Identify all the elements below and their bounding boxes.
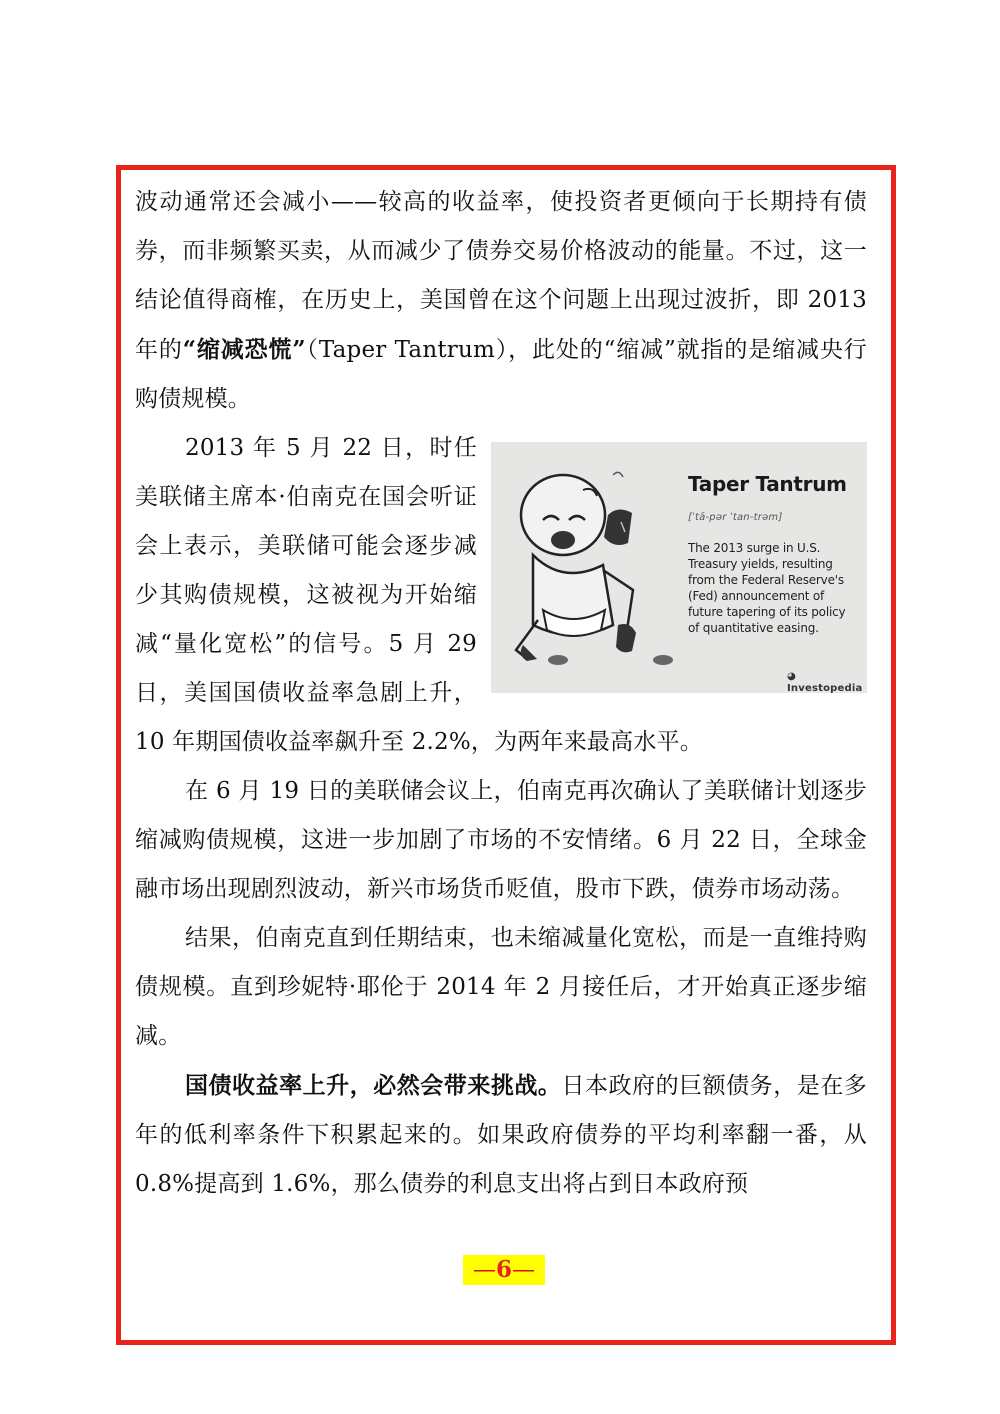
page-number — [463, 1255, 545, 1285]
figure-description: The 2013 surge in U.S. Treasury yields, resulting from the Federal Reserve's (Fed) announcement of future tapering of its policy of quantitative easing. — [688, 541, 846, 635]
paragraph-2: 2013 年 5 月 22 日，时任美联储主席本·伯南克在国会听证会上表示，美联储可能会逐步减少其购债规模，这被视为开始缩减“量化宽松”的信号。5 月 29 日，美国国债收益率急剧上升，10 年期国债收益率飙升至 2.2%，为两年来最高水平。 — [135, 435, 703, 755]
paragraph-5 — [135, 1061, 867, 1209]
investopedia-mark-icon: ◕ — [787, 671, 796, 682]
paragraph-5-lead: 国债收益率上升，必然会带来挑战。 — [185, 1072, 562, 1099]
taper-tantrum-figure — [491, 442, 867, 693]
article-body — [135, 178, 867, 1209]
paragraph-1-text: 波动通常还会减小——较高的收益率，使投资者更倾向于长期持有债券，而非频繁买卖，从而减少了债券交易价格波动的能量。不过，这一结论值得商榷，在历史上，美国曾在这个问题上出现过波折，即 2013 年的 — [135, 189, 867, 363]
paragraph-4: 结果，伯南克直到任期结束，也未缩减量化宽松，而是一直维持购债规模。直到珍妮特·耶伦于 2014 年 2 月接任后，才开始真正逐步缩减。 — [135, 925, 867, 1049]
page-number-value: 6 — [495, 1256, 512, 1283]
paragraph-1 — [135, 178, 867, 424]
taper-tantrum-term: “缩减恐慌” — [182, 336, 306, 363]
figure-title: Taper Tantrum — [688, 472, 847, 496]
figure-pronunciation: [ˈtā-pər ˈtan-trəm] — [688, 512, 783, 523]
crying-baby-illustration-icon — [503, 460, 673, 680]
paragraph-5-text: 日本政府的巨额债务，是在多年的低利率条件下积累起来的。如果政府债券的平均利率翻一番，从 0.8%提高到 1.6%，那么债券的利息支出将占到日本政府预 — [135, 1073, 867, 1197]
investopedia-logo — [787, 671, 867, 695]
brand-name: Investopedia — [787, 683, 863, 694]
paragraph-1-tail: （Taper Tantrum），此处的“缩减”就指的是缩减央行购债规模。 — [135, 337, 867, 412]
page-dash-right: — — [512, 1257, 535, 1283]
paragraph-3: 在 6 月 19 日的美联储会议上，伯南克再次确认了美联储计划逐步缩减购债规模，这进一步加剧了市场的不安情绪。6 月 22 日，全球金融市场出现剧烈波动，新兴市场货币贬值，股市下跌，债券市场动荡。 — [135, 778, 867, 902]
page-dash-left: — — [472, 1257, 496, 1283]
